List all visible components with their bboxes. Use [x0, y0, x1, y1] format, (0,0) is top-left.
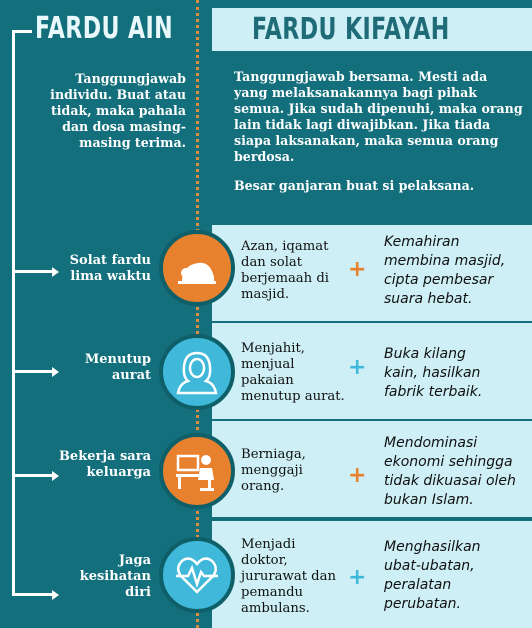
fardu-ain-description: Tanggungjawab individu. Buat atau tidak, maka pahala dan dosa masing-masing terima. — [50, 71, 186, 150]
kifayah-extra: Menghasilkan ubat-ubatan, peralatan perubatan. — [384, 539, 481, 612]
plus-icon: + — [348, 355, 367, 380]
worker-circle — [159, 433, 235, 509]
kifayah-duty: Menjahit, menjual pakaian menutup aurat. — [241, 341, 345, 404]
row-label: Solat fardu lima waktu — [69, 253, 151, 284]
fardu-kifayah-reward: Besar ganjaran buat si pelaksana. — [234, 178, 475, 193]
plus-icon: + — [348, 257, 367, 282]
row-connector — [12, 370, 52, 373]
bracket-vertical — [12, 30, 15, 596]
row-label: Bekerja sara keluarga — [58, 449, 151, 480]
column-separator — [196, 0, 199, 628]
hijab-circle — [159, 334, 235, 410]
health-circle — [159, 537, 235, 613]
row-connector — [12, 270, 52, 273]
kifayah-duty: Menjadi doktor, jururawat dan pemandu ambulans. — [241, 537, 336, 616]
kifayah-extra: Mendominasi ekonomi sehingga tidak dikuasai oleh bukan Islam. — [384, 435, 516, 508]
plus-icon: + — [348, 463, 367, 488]
kifayah-duty: Azan, iqamat dan solat berjemaah di masjid. — [241, 239, 330, 302]
fardu-kifayah-title: FARDU KIFAYAH — [252, 12, 450, 47]
row-connector — [12, 474, 52, 477]
row-label: Jaga kesihatan diri — [79, 553, 151, 600]
row-connector — [12, 593, 52, 596]
prayer-circle — [159, 230, 235, 306]
bracket-top — [12, 30, 32, 33]
kifayah-extra: Buka kilang kain, hasilkan fabrik terbaik. — [384, 346, 483, 400]
fardu-ain-title: FARDU AIN — [35, 11, 174, 46]
row-label: Menutup aurat — [84, 352, 151, 383]
plus-icon: + — [348, 565, 367, 590]
office-worker-icon — [172, 446, 222, 496]
heartbeat-icon — [172, 550, 222, 600]
kifayah-extra: Kemahiran membina masjid, cipta pembesar suara hebat. — [384, 234, 506, 307]
prayer-icon — [172, 243, 222, 293]
hijab-woman-icon — [172, 347, 222, 397]
fardu-kifayah-description: Tanggungjawab bersama. Mesti ada yang melaksanakannya bagi pihak semua. Jika sudah dipenuhi, maka orang lain tidak lagi diwajibkan. Jika tiada siapa laksanakan, maka semua orang berdosa. — [234, 69, 523, 164]
kifayah-duty: Berniaga, menggaji orang. — [241, 447, 306, 494]
